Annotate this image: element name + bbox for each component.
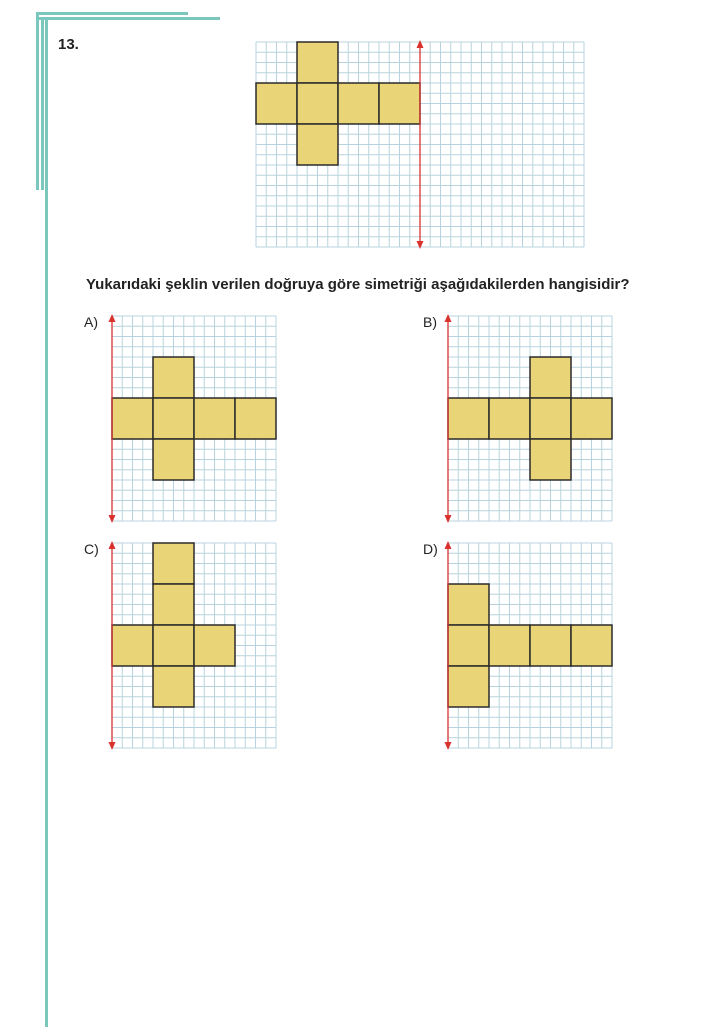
- shape-cell: [153, 543, 194, 584]
- question-text: Yukarıdaki şeklin verilen doğruya göre simetriği aşağıdakilerden hangisidir?: [86, 276, 630, 293]
- shape-cell: [448, 398, 489, 439]
- axis-arrow-up-icon: [109, 314, 116, 322]
- axis-arrow-up-icon: [445, 541, 452, 549]
- shape-cell: [297, 83, 338, 124]
- shape-cell: [448, 584, 489, 625]
- shape-cell: [489, 398, 530, 439]
- axis-arrow-down-icon: [109, 742, 116, 750]
- option-c-label[interactable]: C): [84, 541, 99, 557]
- shape-cell: [571, 398, 612, 439]
- shape-cell: [112, 625, 153, 666]
- option-b-figure[interactable]: [448, 316, 614, 522]
- axis-arrow-down-icon: [445, 742, 452, 750]
- shape-cell: [112, 398, 153, 439]
- axis-arrow-up-icon: [417, 40, 424, 48]
- frame-left-margin-line: [45, 20, 48, 1027]
- axis-arrow-up-icon: [445, 314, 452, 322]
- shape-cell: [194, 625, 235, 666]
- shape-cell: [448, 666, 489, 707]
- option-d-label[interactable]: D): [423, 541, 438, 557]
- option-d-figure[interactable]: [448, 543, 614, 749]
- shape-cell: [153, 666, 194, 707]
- shape-cell: [489, 625, 530, 666]
- shape-cell: [571, 625, 612, 666]
- option-c-figure[interactable]: [112, 543, 278, 749]
- question-number: 13.: [58, 36, 79, 53]
- shape-cell: [379, 83, 420, 124]
- shape-cell: [530, 398, 571, 439]
- shape-cell: [530, 625, 571, 666]
- shape-cell: [448, 625, 489, 666]
- shape-cell: [153, 398, 194, 439]
- shape-cell: [297, 42, 338, 83]
- shape-cell: [153, 625, 194, 666]
- axis-arrow-down-icon: [417, 241, 424, 249]
- axis-arrow-down-icon: [109, 515, 116, 523]
- frame-top-line-2: [36, 17, 220, 20]
- frame-left-line-1: [36, 12, 39, 190]
- axis-arrow-up-icon: [109, 541, 116, 549]
- shape-cell: [338, 83, 379, 124]
- shape-cell: [153, 357, 194, 398]
- shape-cell: [256, 83, 297, 124]
- shape-cell: [153, 584, 194, 625]
- main-figure: [256, 42, 586, 248]
- frame-top-line-1: [36, 12, 188, 15]
- frame-left-line-2: [41, 17, 44, 190]
- shape-cell: [153, 439, 194, 480]
- option-b-label[interactable]: B): [423, 314, 437, 330]
- shape-cell: [297, 124, 338, 165]
- shape-cell: [235, 398, 276, 439]
- option-a-figure[interactable]: [112, 316, 278, 522]
- option-a-label[interactable]: A): [84, 314, 98, 330]
- shape-cell: [530, 439, 571, 480]
- shape-cell: [194, 398, 235, 439]
- axis-arrow-down-icon: [445, 515, 452, 523]
- shape-cell: [530, 357, 571, 398]
